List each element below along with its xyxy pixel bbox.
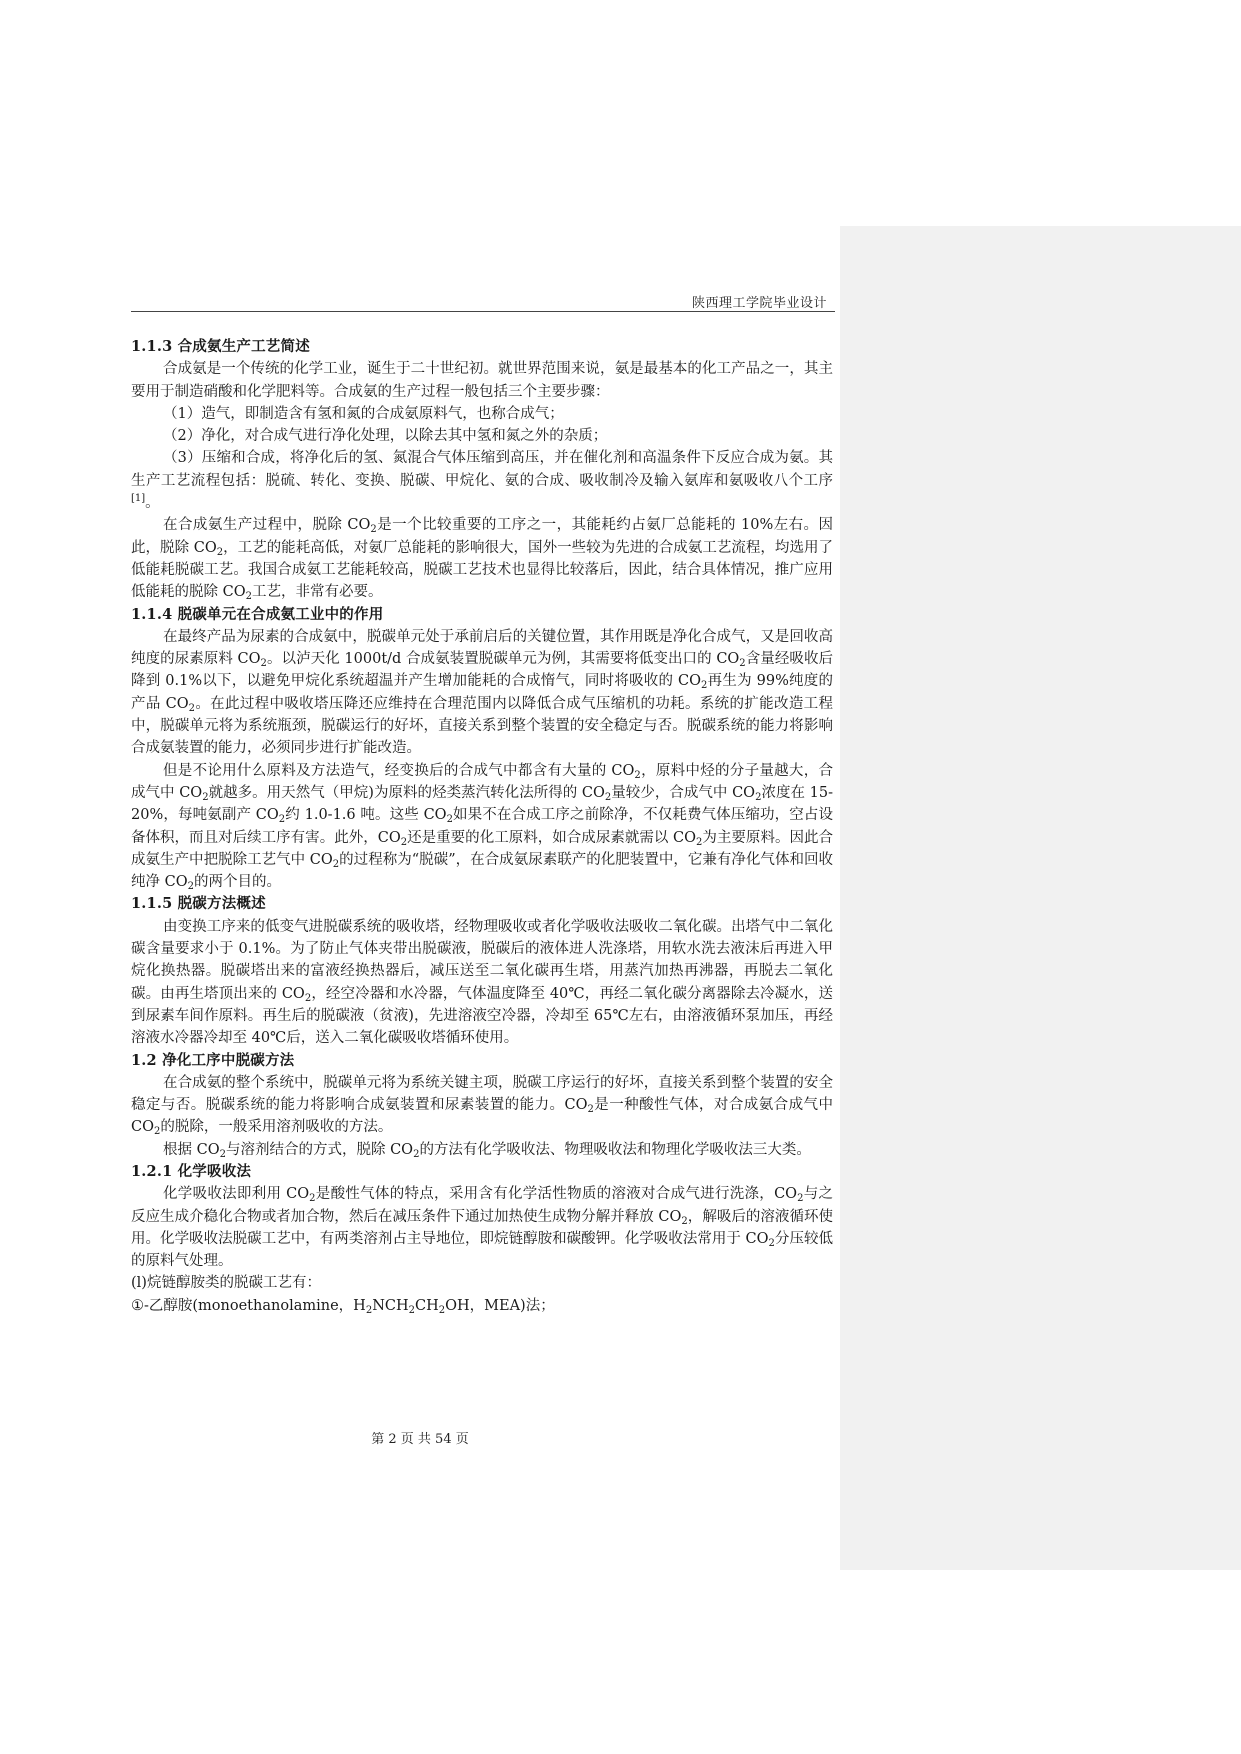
paragraph: 化学吸收法即利用 $CO_2$是酸性气体的特点，采用含有化学活性物质的溶液对合成气进行洗涤，$CO_2$与之反应生成介稳化合物或者加合物，然后在减压条件下通过加热使生成物分解并释放 $CO_2$，解吸后的溶液循环使用。化学吸收法脱碳工艺中，有两类溶剂占主导地位，即烷链醇胺和碳酸钾。化学吸收法常用于 $CO_2$分压较低的原料气处理。 — [131, 1186, 834, 1270]
citation-ref: [1] — [131, 493, 146, 505]
paragraph: 根据 $CO_2$与溶剂结合的方式，脱除 $CO_2$的方法有化学吸收法、物理吸收法和物理化学吸收法三大类。 — [163, 1141, 811, 1160]
paragraph: 在合成氨生产过程中，脱除 $CO_2$是一个比较重要的工序之一，其能耗约占氨厂总能耗的 10%左右。因此，脱除 $CO_2$，工艺的能耗高低，对氨厂总能耗的影响很大，国外一些较为先进的合成氨工艺流程，均选用了低能耗脱碳工艺。我国合成氨工艺能耗较高，脱碳工艺技术也显得比较落后，因此，结合具体情况，推广应用低能耗的脱除 $CO_2$工艺，非常有必要。 — [131, 517, 834, 603]
paragraph: 由变换工序来的低变气进脱碳系统的吸收塔，经物理吸收或者化学吸收法吸收二氧化碳。出塔气中二氧化碳含量要求小于 0.1%。为了防止气体夹带出脱碳液，脱碳后的液体进人洗涤塔，用软水洗去液沫后再进入甲烷化换热器。脱碳塔出来的富液经换热器后，减压送至二氧化碳再生塔，用蒸汽加热再沸器，再脱去二氧化碳。由再生塔顶出来的 $CO_2$，经空冷器和水冷器，气体温度降至 40℃，再经二氧化碳分离器除去冷凝水，送到尿素车间作原料。再生后的脱碳液（贫液)，先进溶液空冷器，冷却至 65℃左右，由溶液循环泵加压，再经溶液水冷器冷却至 40℃后，送入二氧化碳吸收塔循环使用。 — [131, 918, 834, 1047]
section-heading-1-1-5: 1.1.5 脱碳方法概述 — [131, 895, 266, 913]
section-heading-1-2: 1.2 净化工序中脱碳方法 — [131, 1051, 295, 1069]
running-header: 陕西理工学院毕业设计 — [692, 296, 828, 311]
comment-pane — [840, 226, 1241, 1570]
list-item: （1）造气，即制造含有氢和氮的合成氨原料气，也称合成气； — [163, 405, 564, 422]
document-body — [131, 336, 833, 1317]
circled-number-1: ① — [131, 1297, 144, 1314]
list-item: （2）净化，对合成气进行净化处理，以除去其中氢和氮之外的杂质； — [163, 428, 608, 445]
list-item: ①-乙醇胺(monoethanolamine，$H_2NCH_2CH_2OH$，MEA)法； — [131, 1295, 833, 1317]
paragraph: 但是不论用什么原料及方法造气，经变换后的合成气中都含有大量的 $CO_2$，原料中烃的分子量越大，合成气中 $CO_2$就越多。用天然气（甲烷)为原料的烃类蒸汽转化法所得的 $CO_2$量较少，合成气中 $CO_2$浓度在 15-20%，每吨氨副产 $CO_2$约 1.0-1.6 吨。这些 $CO_2$如果不在合成工序之前除净，不仅耗费气体压缩功，空占设备体积，而且对后续工序有害。此外，$CO_2$还是重要的化工原料，如合成尿素就需以 $CO_2$为主要原料。因此合成氨生产中把脱除工艺气中 $CO_2$的过程称为“脱碳”，在合成氨尿素联产的化肥装置中，它兼有净化气体和回收纯净 $CO_2$的两个目的。 — [131, 762, 834, 893]
section-heading-1-1-4: 1.1.4 脱碳单元在合成氨工业中的作用 — [131, 605, 384, 623]
list-heading: (l)烷链醇胺类的脱碳工艺有： — [131, 1275, 321, 1292]
page-number-footer: 第 2 页 共 54 页 — [371, 1432, 469, 1447]
header-rule — [131, 311, 835, 312]
paragraph: 在合成氨的整个系统中，脱碳单元将为系统关键主项，脱碳工序运行的好坏，直接关系到整个装置的安全稳定与否。脱碳系统的能力将影响合成氨装置和尿素装置的能力。$CO_2$是一种酸性气体，对合成氨合成气中 $CO_2$的脱除，一般采用溶剂吸收的方法。 — [131, 1074, 834, 1138]
paragraph: 合成氨是一个传统的化学工业，诞生于二十世纪初。就世界范围来说，氨是最基本的化工产品之一，其主要用于制造硝酸和化学肥料等。合成氨的生产过程一般包括三个主要步骤： — [131, 361, 833, 400]
section-heading-1-1-3: 1.1.3 合成氨生产工艺简述 — [131, 338, 310, 355]
paragraph: 在最终产品为尿素的合成氨中，脱碳单元处于承前启后的关键位置，其作用既是净化合成气，又是回收高纯度的尿素原料 $CO_2$。以泸天化 1000t/d 合成氨装置脱碳单元为例，其需要将低变出口的 $CO_2$含量经吸收后降到 0.1%以下，以避免甲烷化系统超温并产生增加能耗的合成惰气，同时将吸收的 $CO_2$再生为 99%纯度的产品 $CO_2$。在此过程中吸收塔压降还应维持在合理范围内以降低合成气压缩机的功耗。系统的扩能改造工程中，脱碳单元将为系统瓶颈，脱碳运行的好坏，直接关系到整个装置的安全稳定与否。脱碳系统的能力将影响合成氨装置的能力，必须同步进行扩能改造。 — [131, 628, 834, 757]
list-item: （3）压缩和合成，将净化后的氢、氮混合气体压缩到高压，并在催化剂和高温条件下反应合成为氨。其生产工艺流程包括：脱硫、转化、变换、脱碳、甲烷化、氨的合成、吸收制冷及输入氨库和氨吸收八个工序[1]。 — [131, 450, 833, 512]
section-heading-1-2-1: 1.2.1 化学吸收法 — [131, 1162, 252, 1180]
